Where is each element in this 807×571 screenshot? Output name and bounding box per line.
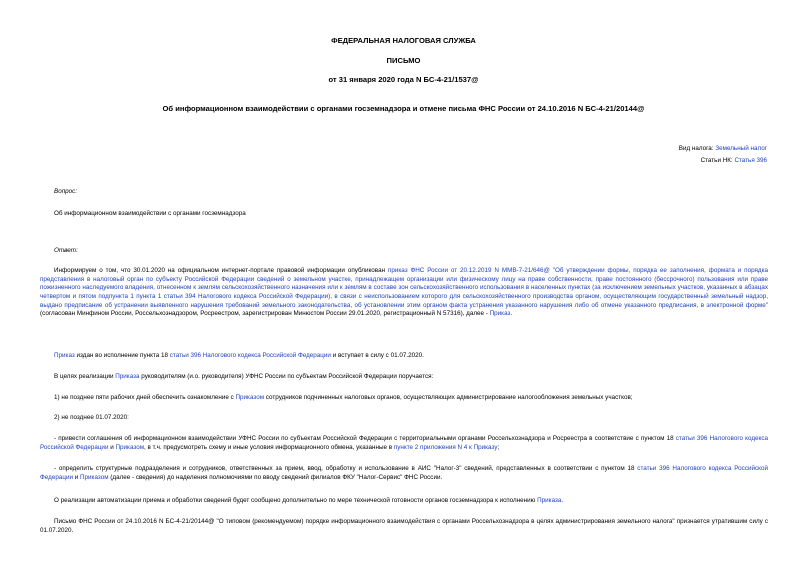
answer-paragraph-6 bbox=[40, 435, 768, 452]
answer-label: Ответ: bbox=[54, 247, 78, 254]
p6-text-a: - привести соглашения об информационном взаимодействии УФНС России по субъектам Российской Федерации с территориальными органами Россельхознадзора и Росреестра в соответствие с пунктом 18 bbox=[54, 435, 676, 442]
p6-text-b: и bbox=[108, 443, 116, 451]
question-label: Вопрос: bbox=[54, 188, 78, 195]
document-date-number: от 31 января 2020 года N БС-4-21/1537@ bbox=[328, 75, 479, 84]
order-short-link[interactable]: Приказ bbox=[489, 310, 511, 318]
tax-code-label: Статьи НК: bbox=[700, 157, 735, 164]
answer-paragraph-9: Письмо ФНС России от 24.10.2016 N БС-4-21/20144@ "О типовом (рекомендуемом) порядке информационного взаимодействия с органами Россельхознадзора в целях администрирования земельного налога" признается утратившим силу с 01.07.2020. bbox=[40, 518, 768, 534]
answer-paragraph-7 bbox=[40, 465, 768, 482]
tax-code-link[interactable]: статьи 396 Налогового кодекса Российской Федерации bbox=[169, 352, 331, 359]
order-link-6[interactable]: Приказом bbox=[80, 473, 109, 481]
tax-code-article-link[interactable]: Статья 396 bbox=[734, 157, 767, 164]
answer-paragraph-4 bbox=[40, 394, 768, 403]
p7-text-a: - определить структурные подразделения и сотрудников, ответственных за прием, ввод, обработку и использование в АИС "Налог-3" сведений, представленных в соответствии с пунктом 18 bbox=[54, 465, 638, 472]
tax-type-line bbox=[679, 145, 767, 154]
order-link-2[interactable]: Приказ bbox=[54, 352, 75, 359]
document-type: ПИСЬМО bbox=[386, 56, 421, 65]
question-text: Об информационном взаимодействии с органами госземнадзора bbox=[54, 210, 246, 217]
order-link[interactable]: приказ ФНС России от 20.12.2019 N ММВ-7-21/646@ "Об утверждении формы, порядка ее заполнения, формата и порядка представления в налоговый орган по субъекту Российской Федерации сведений о земельном участке, принадлежащем организации или физическому лицу на праве собственности, праве постоянного (бессрочного) пользования или праве пожизненного наследуемого владения, отнесенном к землям сельскохозяйственного назначения или к землям в составе зон сельскохозяйственного использования в населенных пунктах (за исключением земельных участков, указанных в абзацах четвертом и пятом подпункта 1 пункта 1 статьи 394 Налогового кодекса Российской Федерации), в связи с неиспользованием которого для сельскохозяйственного производства органом, осуществляющим государственный земельный надзор, выдано предписание об устранении выявленного нарушения требований земельного законодательства, об установлении этим органом факта устранения указанного нарушения либо об отмене указанного предписания, в электронной форме" bbox=[40, 267, 768, 309]
answer-paragraph-1 bbox=[40, 267, 768, 319]
p2-text-b: и вступает в силу с 01.07.2020. bbox=[330, 352, 424, 359]
answer-paragraph-2 bbox=[40, 352, 768, 361]
p2-text-a: издан во исполнение пункта 18 bbox=[74, 352, 170, 359]
order-link-7[interactable]: Приказа bbox=[537, 497, 562, 504]
p4-text-b: сотрудников подчиненных налоговых органов, осуществляющих администрирование налогообложения земельных участков; bbox=[264, 394, 633, 401]
tax-code-link-3[interactable]: статьи 396 Налогового кодекса Российской Федерации bbox=[40, 465, 769, 481]
tax-code-articles-line bbox=[701, 157, 767, 166]
order-link-5[interactable]: Приказом bbox=[115, 443, 145, 451]
p7-text-b: и bbox=[72, 473, 81, 481]
p1-text-a: Информируем о том, что 30.01.2020 на официальном интернет-портале правовой информации опубликован bbox=[54, 267, 388, 274]
tax-code-link-2[interactable]: статьи 396 Налогового кодекса Российской Федерации bbox=[40, 435, 768, 451]
agency-name: ФЕДЕРАЛЬНАЯ НАЛОГОВАЯ СЛУЖБА bbox=[331, 36, 476, 45]
p1-text-c: . bbox=[510, 310, 513, 318]
p1-text-b: (согласован Минфином России, Россельхознадзором, Росреестром, зарегистрирован Минюстом России 29.01.2020, регистрационный N 57316), далее - bbox=[40, 310, 490, 318]
tax-type-label: Вид налога: bbox=[678, 145, 716, 152]
order-link-3[interactable]: Приказа bbox=[115, 373, 140, 380]
appendix-link[interactable]: пункте 2 приложения N 4 к Приказу bbox=[393, 443, 498, 451]
answer-paragraph-8 bbox=[40, 497, 768, 506]
p4-text-a: 1) не позднее пяти рабочих дней обеспечить ознакомление с bbox=[54, 394, 236, 401]
answer-paragraph-3 bbox=[40, 373, 768, 382]
tax-type-link[interactable]: Земельный налог bbox=[715, 145, 767, 152]
p8-text-b: . bbox=[561, 497, 564, 504]
p3-text-b: руководителям (и.о. руководителя) УФНС России по субъектам Российской Федерации поручается: bbox=[139, 373, 434, 380]
p7-text-c: (далее - сведения) до наделения полномочиями по вводу сведений филиалов ФКУ "Налог-Сервис" ФНС России. bbox=[108, 473, 443, 481]
answer-paragraph-5: 2) не позднее 01.07.2020: bbox=[54, 414, 129, 421]
p8-text-a: О реализации автоматизации приема и обработки сведений будет сообщено дополнительно по мере технической готовности органов госземнадзора к исполнению bbox=[54, 497, 538, 504]
document-title: Об информационном взаимодействии с органами госземнадзора и отмене письма ФНС России от 24.10.2016 N БС-4-21/20144@ bbox=[162, 104, 645, 113]
p6-text-c: , в т.ч. предусмотреть схему и иные условия информационного обмена, указанные в bbox=[144, 443, 394, 451]
p3-text-a: В целях реализации bbox=[54, 373, 116, 380]
p6-text-d: ; bbox=[497, 443, 500, 451]
order-link-4[interactable]: Приказом bbox=[235, 394, 265, 401]
